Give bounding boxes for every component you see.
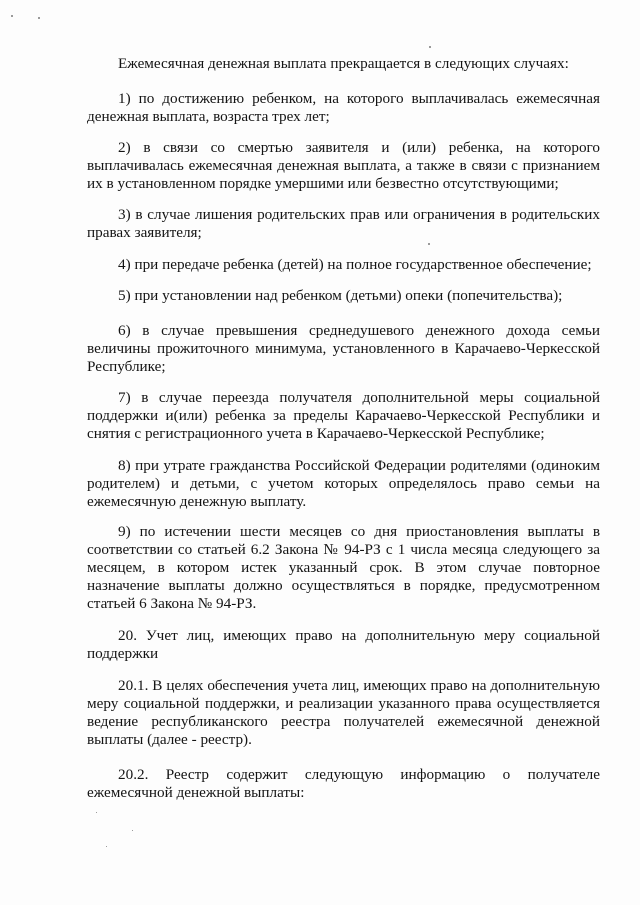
scan-speck bbox=[106, 846, 107, 847]
scan-speck bbox=[132, 830, 133, 831]
list-item-1: 1) по достижению ребенком, на которого выплачивалась ежемесячная денежная выплата, возраста трех лет; bbox=[87, 90, 600, 125]
section-20-2-paragraph: 20.2. Реестр содержит следующую информацию о получателе ежемесячной денежной выплаты: bbox=[87, 766, 600, 801]
scan-speck bbox=[38, 17, 40, 19]
list-item-9: 9) по истечении шести месяцев со дня приостановления выплаты в соответствии со статьей 6.2 Закона № 94-РЗ с 1 числа месяца следующего за месяцем, в котором истек указанный срок. В этом случае повторное назначение выплаты должно осуществляться в порядке, предусмотренном статьей 6 Закона № 94-РЗ. bbox=[87, 523, 600, 612]
scan-speck bbox=[96, 812, 97, 813]
list-item-4: 4) при передаче ребенка (детей) на полное государственное обеспечение; bbox=[118, 256, 592, 273]
list-item-3: 3) в случае лишения родительских прав или ограничения в родительских правах заявителя; bbox=[87, 206, 600, 241]
list-item-6: 6) в случае превышения среднедушевого денежного дохода семьи величины прожиточного минимума, установленного в Карачаево-Черкесской Республике; bbox=[87, 322, 600, 375]
list-item-8: 8) при утрате гражданства Российской Федерации родителями (одиноким родителем) и детьми, с учетом которых определялось право семьи на ежемесячную денежную выплату. bbox=[87, 457, 600, 510]
intro-paragraph: Ежемесячная денежная выплата прекращается в следующих случаях: bbox=[118, 55, 569, 72]
list-item-5: 5) при установлении над ребенком (детьми) опеки (попечительства); bbox=[118, 287, 563, 304]
list-item-7: 7) в случае переезда получателя дополнительной меры социальной поддержки и(или) ребенка за пределы Карачаево-Черкесской Республики и снятия с регистрационного учета в Карачаево-Черкесской Республике; bbox=[87, 389, 600, 442]
list-item-2: 2) в связи со смертью заявителя и (или) ребенка, на которого выплачивалась ежемесячная денежная выплата, а также в связи с признанием их в установленном порядке умершими или безвестно отсутствующими; bbox=[87, 139, 600, 192]
scan-speck bbox=[429, 46, 431, 48]
section-20-heading: 20. Учет лиц, имеющих право на дополнительную меру социальной поддержки bbox=[87, 627, 600, 662]
scan-speck bbox=[11, 15, 13, 17]
scan-speck bbox=[428, 243, 430, 245]
section-20-1-paragraph: 20.1. В целях обеспечения учета лиц, имеющих право на дополнительную меру социальной поддержки, и реализации указанного права осуществляется ведение республиканского реестра получателей ежемесячной денежной выплаты (далее - реестр). bbox=[87, 677, 600, 748]
